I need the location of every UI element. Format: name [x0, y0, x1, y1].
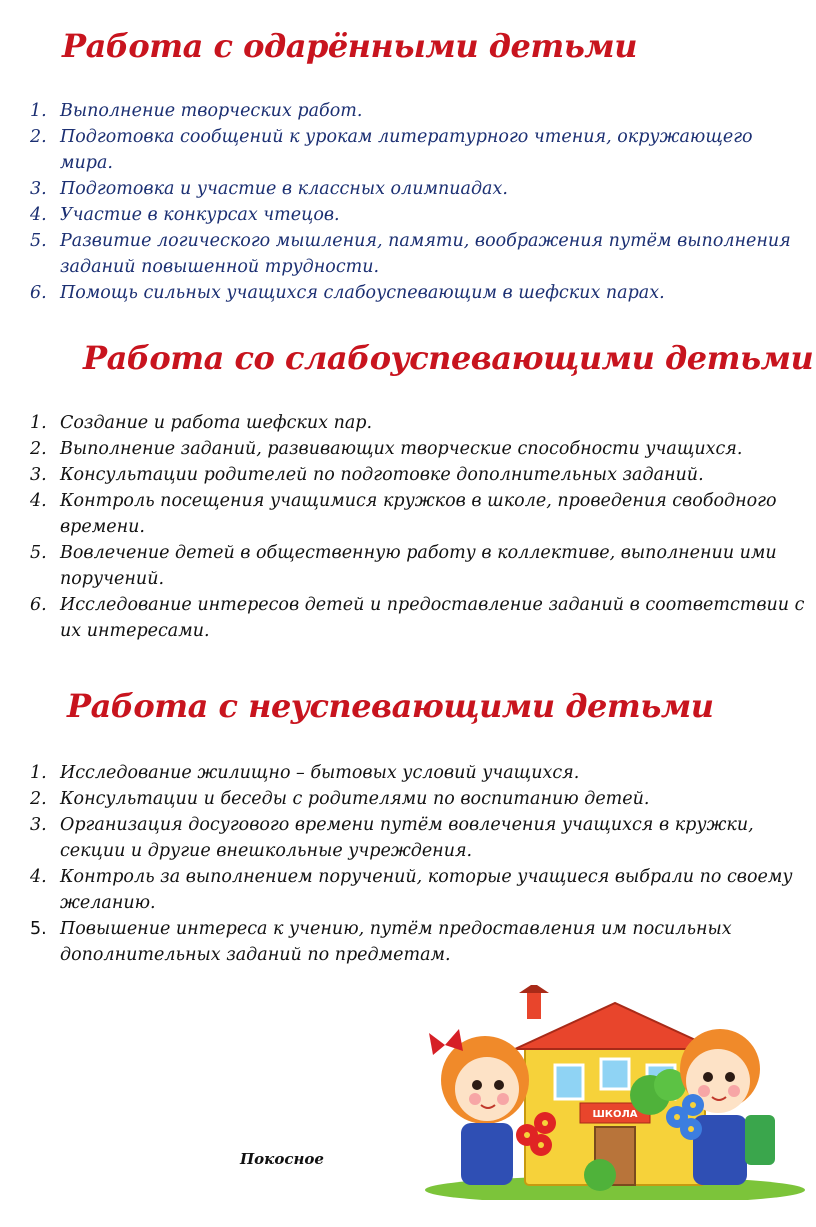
list-item: 5. Развитие логического мышления, памяти, воображения путём выполнения заданий повышенной трудности.	[30, 231, 791, 277]
school-sign: ШКОЛА	[592, 1109, 638, 1120]
list-failing	[30, 760, 805, 968]
list-item: 3. Консультации родителей по подготовке дополнительных заданий.	[30, 465, 704, 485]
section-title-gifted: Работа с одарёнными детьми	[62, 27, 637, 65]
list-item: 4. Участие в конкурсах чтецов.	[30, 205, 340, 225]
list-item: 1. Создание и работа шефских пар.	[30, 413, 373, 433]
list-underachieving	[30, 410, 815, 644]
list-item: 4. Контроль за выполнением поручений, которые учащиеся выбрали по своему желанию.	[30, 867, 793, 913]
school-children-illustration	[415, 985, 815, 1200]
list-item: 3. Подготовка и участие в классных олимпиадах.	[30, 179, 508, 199]
list-item: 6. Исследование интересов детей и предоставление заданий в соответствии с их интересами.	[30, 595, 805, 641]
girl-figure	[429, 1029, 529, 1185]
list-item: 5. Повышение интереса к учению, путём предоставления им посильных дополнительных заданий по предметам.	[30, 919, 732, 965]
list-item: 2. Подготовка сообщений к урокам литературного чтения, окружающего мира.	[30, 127, 753, 173]
section-title-failing: Работа с неуспевающими детьми	[67, 687, 714, 725]
list-item: 6. Помощь сильных учащихся слабоуспевающим в шефских парах.	[30, 283, 665, 303]
caption-village: Покосное	[240, 1150, 324, 1168]
section-title-underachieving: Работа со слабоуспевающими детьми	[83, 339, 814, 377]
list-item: 3. Организация досугового времени путём вовлечения учащихся в кружки, секции и другие внешкольные учреждения.	[30, 815, 754, 861]
list-gifted	[30, 98, 805, 306]
list-item: 4. Контроль посещения учащимися кружков в школе, проведения свободного времени.	[30, 491, 777, 537]
list-item: 2. Консультации и беседы с родителями по воспитанию детей.	[30, 789, 650, 809]
list-item: 1. Исследование жилищно – бытовых условий учащихся.	[30, 763, 580, 783]
list-item: 5. Вовлечение детей в общественную работу в коллективе, выполнении ими поручений.	[30, 543, 777, 589]
list-item: 1. Выполнение творческих работ.	[30, 101, 363, 121]
list-item: 2. Выполнение заданий, развивающих творческие способности учащихся.	[30, 439, 743, 459]
